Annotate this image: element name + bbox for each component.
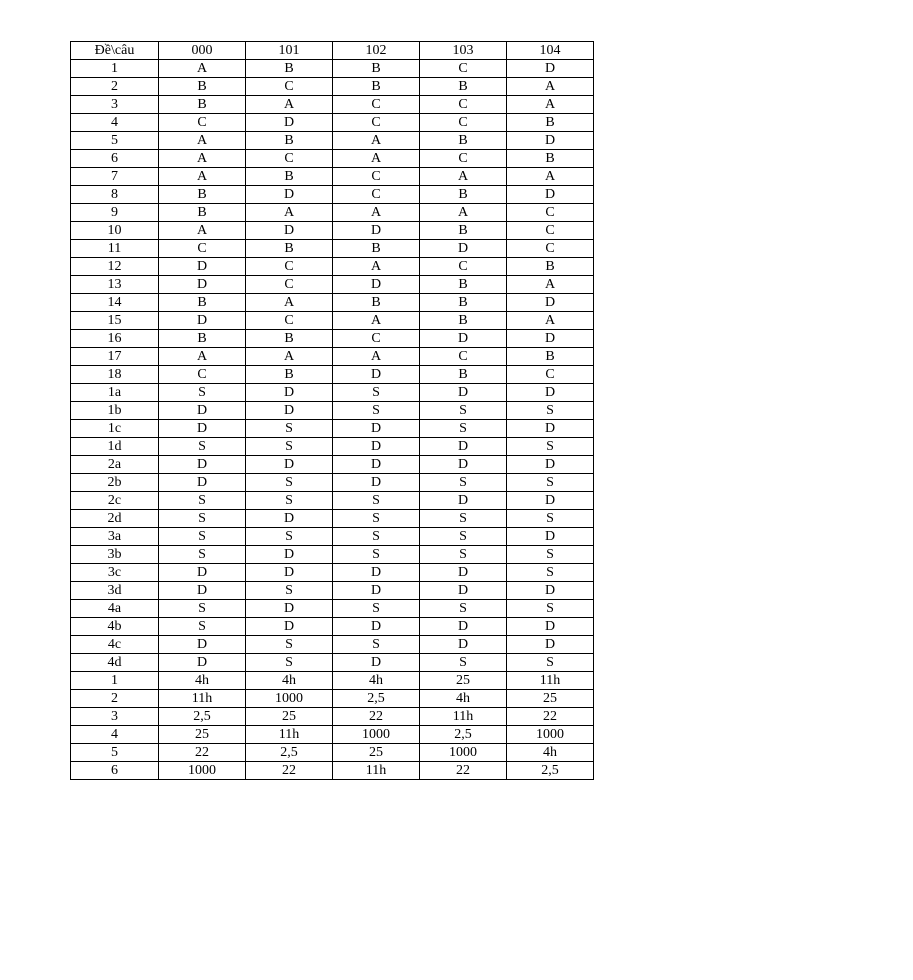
- answer-cell: D: [246, 114, 333, 132]
- table-row: [71, 492, 594, 510]
- answer-cell: 4h: [159, 672, 246, 690]
- question-label-cell: 3c: [71, 564, 159, 582]
- answer-cell: 2,5: [159, 708, 246, 726]
- answer-cell: D: [507, 618, 594, 636]
- answer-cell: A: [333, 132, 420, 150]
- question-label-cell: 4: [71, 114, 159, 132]
- table-row: [71, 222, 594, 240]
- answer-cell: C: [333, 114, 420, 132]
- answer-cell: B: [507, 258, 594, 276]
- answer-cell: B: [246, 330, 333, 348]
- answer-cell: 22: [246, 762, 333, 780]
- question-label-cell: 6: [71, 762, 159, 780]
- answer-cell: C: [507, 366, 594, 384]
- answer-cell: 25: [159, 726, 246, 744]
- table-row: [71, 384, 594, 402]
- answer-cell: C: [420, 96, 507, 114]
- answer-cell: S: [246, 438, 333, 456]
- answer-cell: D: [246, 564, 333, 582]
- question-label-cell: 2: [71, 78, 159, 96]
- answer-cell: C: [159, 240, 246, 258]
- answer-cell: B: [420, 222, 507, 240]
- answer-cell: B: [507, 150, 594, 168]
- question-label-cell: 1b: [71, 402, 159, 420]
- answer-cell: 25: [246, 708, 333, 726]
- answer-cell: S: [507, 546, 594, 564]
- answer-cell: 2,5: [507, 762, 594, 780]
- table-row: [71, 474, 594, 492]
- answer-cell: A: [507, 78, 594, 96]
- question-label-cell: 3: [71, 708, 159, 726]
- table-row: [71, 366, 594, 384]
- table-row: [71, 546, 594, 564]
- question-label-cell: 8: [71, 186, 159, 204]
- table-row: [71, 312, 594, 330]
- answer-cell: D: [507, 384, 594, 402]
- question-label-cell: 18: [71, 366, 159, 384]
- answer-cell: D: [420, 384, 507, 402]
- answer-cell: A: [159, 132, 246, 150]
- answer-cell: A: [420, 204, 507, 222]
- answer-cell: D: [507, 60, 594, 78]
- table-row: [71, 114, 594, 132]
- table-row: [71, 78, 594, 96]
- answer-cell: D: [246, 456, 333, 474]
- answer-cell: D: [333, 564, 420, 582]
- table-row: [71, 60, 594, 78]
- question-label-cell: 12: [71, 258, 159, 276]
- question-label-cell: 1: [71, 60, 159, 78]
- answer-cell: S: [333, 636, 420, 654]
- table-row: [71, 708, 594, 726]
- answer-cell: A: [333, 258, 420, 276]
- answer-cell: 11h: [333, 762, 420, 780]
- answer-cell: S: [333, 384, 420, 402]
- answer-cell: D: [159, 654, 246, 672]
- answer-cell: A: [507, 276, 594, 294]
- answer-cell: A: [507, 96, 594, 114]
- answer-cell: B: [246, 366, 333, 384]
- answer-cell: S: [333, 510, 420, 528]
- answer-cell: 1000: [333, 726, 420, 744]
- answer-cell: 4h: [246, 672, 333, 690]
- answer-cell: C: [507, 204, 594, 222]
- answer-cell: A: [246, 204, 333, 222]
- answer-cell: 22: [507, 708, 594, 726]
- header-cell-code-101: 101: [246, 42, 333, 60]
- answer-cell: A: [507, 312, 594, 330]
- question-label-cell: 13: [71, 276, 159, 294]
- question-label-cell: 5: [71, 744, 159, 762]
- table-row: [71, 564, 594, 582]
- answer-cell: 2,5: [246, 744, 333, 762]
- answer-cell: D: [159, 636, 246, 654]
- question-label-cell: 1a: [71, 384, 159, 402]
- answer-cell: B: [420, 132, 507, 150]
- answer-cell: B: [246, 60, 333, 78]
- answer-cell: D: [507, 186, 594, 204]
- answer-cell: C: [159, 366, 246, 384]
- answer-cell: 22: [333, 708, 420, 726]
- question-label-cell: 2: [71, 690, 159, 708]
- answer-cell: C: [246, 276, 333, 294]
- answer-cell: B: [333, 240, 420, 258]
- answer-cell: C: [246, 312, 333, 330]
- answer-cell: C: [246, 78, 333, 96]
- answer-cell: S: [420, 528, 507, 546]
- question-label-cell: 2a: [71, 456, 159, 474]
- answer-cell: D: [507, 582, 594, 600]
- answer-cell: D: [246, 546, 333, 564]
- answer-cell: D: [420, 636, 507, 654]
- answer-cell: D: [246, 618, 333, 636]
- answer-cell: D: [246, 186, 333, 204]
- table-row: [71, 204, 594, 222]
- answer-cell: S: [246, 636, 333, 654]
- answer-cell: D: [420, 240, 507, 258]
- answer-cell: B: [420, 276, 507, 294]
- answer-cell: S: [159, 510, 246, 528]
- answer-cell: D: [507, 330, 594, 348]
- answer-cell: D: [333, 474, 420, 492]
- answer-cell: B: [159, 96, 246, 114]
- table-row: [71, 420, 594, 438]
- answer-cell: 1000: [159, 762, 246, 780]
- answer-cell: C: [246, 150, 333, 168]
- answer-cell: D: [507, 420, 594, 438]
- answer-cell: B: [246, 168, 333, 186]
- header-cell-code-102: 102: [333, 42, 420, 60]
- question-label-cell: 4b: [71, 618, 159, 636]
- answer-cell: B: [246, 132, 333, 150]
- answer-cell: D: [507, 492, 594, 510]
- answer-cell: D: [507, 456, 594, 474]
- answer-cell: S: [420, 474, 507, 492]
- answer-cell: S: [159, 492, 246, 510]
- header-cell-code-104: 104: [507, 42, 594, 60]
- answer-cell: D: [420, 618, 507, 636]
- answer-cell: D: [246, 222, 333, 240]
- table-row: [71, 276, 594, 294]
- answer-cell: A: [159, 222, 246, 240]
- answer-cell: C: [246, 258, 333, 276]
- header-cell-code-103: 103: [420, 42, 507, 60]
- answer-cell: D: [507, 294, 594, 312]
- answer-cell: D: [246, 510, 333, 528]
- question-label-cell: 9: [71, 204, 159, 222]
- answer-cell: D: [333, 438, 420, 456]
- answer-cell: 4h: [420, 690, 507, 708]
- answer-cell: S: [246, 582, 333, 600]
- answer-cell: C: [159, 114, 246, 132]
- answer-cell: B: [420, 294, 507, 312]
- table-row: [71, 348, 594, 366]
- answer-cell: 1000: [507, 726, 594, 744]
- table-row: [71, 294, 594, 312]
- answer-cell: S: [507, 564, 594, 582]
- answer-cell: D: [333, 366, 420, 384]
- table-row: [71, 438, 594, 456]
- question-label-cell: 4d: [71, 654, 159, 672]
- answer-cell: 22: [159, 744, 246, 762]
- answer-cell: A: [159, 60, 246, 78]
- answer-cell: C: [333, 186, 420, 204]
- answer-cell: D: [507, 528, 594, 546]
- answer-cell: C: [333, 330, 420, 348]
- table-row: [71, 690, 594, 708]
- answer-cell: B: [420, 78, 507, 96]
- answer-cell: D: [159, 402, 246, 420]
- answer-cell: A: [246, 294, 333, 312]
- table-row: [71, 654, 594, 672]
- answer-cell: A: [333, 312, 420, 330]
- table-row: [71, 528, 594, 546]
- answer-cell: S: [420, 654, 507, 672]
- table-row: [71, 744, 594, 762]
- answer-cell: 1000: [246, 690, 333, 708]
- answer-cell: D: [420, 492, 507, 510]
- answer-cell: B: [507, 348, 594, 366]
- answer-cell: 11h: [159, 690, 246, 708]
- table-row: [71, 240, 594, 258]
- table-row: [71, 168, 594, 186]
- answer-cell: B: [420, 366, 507, 384]
- answer-cell: A: [246, 348, 333, 366]
- answer-cell: S: [246, 654, 333, 672]
- header-cell-question: Đề\câu: [71, 42, 159, 60]
- answer-cell: D: [159, 312, 246, 330]
- table-header-row: [71, 42, 594, 60]
- answer-cell: S: [420, 600, 507, 618]
- answer-cell: S: [333, 528, 420, 546]
- question-label-cell: 1c: [71, 420, 159, 438]
- answer-cell: S: [333, 546, 420, 564]
- table-body: [71, 60, 594, 780]
- answer-cell: 2,5: [333, 690, 420, 708]
- answer-cell: D: [159, 276, 246, 294]
- answer-cell: D: [507, 132, 594, 150]
- answer-cell: 4h: [333, 672, 420, 690]
- answer-cell: C: [420, 114, 507, 132]
- answer-cell: 25: [507, 690, 594, 708]
- answer-cell: D: [246, 402, 333, 420]
- answer-cell: S: [507, 600, 594, 618]
- answer-cell: S: [420, 420, 507, 438]
- header-cell-code-000: 000: [159, 42, 246, 60]
- question-label-cell: 10: [71, 222, 159, 240]
- table-row: [71, 456, 594, 474]
- answer-cell: S: [159, 618, 246, 636]
- answer-cell: 11h: [246, 726, 333, 744]
- answer-cell: S: [159, 546, 246, 564]
- answer-cell: 25: [420, 672, 507, 690]
- question-label-cell: 6: [71, 150, 159, 168]
- answer-cell: 22: [420, 762, 507, 780]
- answer-cell: S: [333, 492, 420, 510]
- answer-cell: D: [333, 222, 420, 240]
- answer-cell: D: [333, 582, 420, 600]
- question-label-cell: 4: [71, 726, 159, 744]
- answer-cell: D: [420, 330, 507, 348]
- answer-cell: C: [420, 60, 507, 78]
- table-row: [71, 582, 594, 600]
- answer-cell: D: [159, 258, 246, 276]
- answer-cell: S: [159, 384, 246, 402]
- answer-cell: A: [333, 348, 420, 366]
- answer-cell: B: [246, 240, 333, 258]
- answer-cell: B: [159, 204, 246, 222]
- answer-cell: C: [420, 258, 507, 276]
- answer-cell: 11h: [507, 672, 594, 690]
- table-row: [71, 150, 594, 168]
- answer-cell: A: [159, 348, 246, 366]
- answer-cell: D: [333, 618, 420, 636]
- answer-cell: C: [333, 168, 420, 186]
- answer-cell: B: [333, 294, 420, 312]
- answer-cell: C: [507, 240, 594, 258]
- question-label-cell: 2d: [71, 510, 159, 528]
- table-row: [71, 258, 594, 276]
- table-row: [71, 672, 594, 690]
- answer-cell: 25: [333, 744, 420, 762]
- question-label-cell: 3a: [71, 528, 159, 546]
- answer-cell: A: [333, 150, 420, 168]
- table-row: [71, 96, 594, 114]
- table-row: [71, 330, 594, 348]
- question-label-cell: 11: [71, 240, 159, 258]
- table-row: [71, 132, 594, 150]
- question-label-cell: 7: [71, 168, 159, 186]
- answer-cell: C: [420, 348, 507, 366]
- answer-cell: A: [420, 168, 507, 186]
- answer-cell: D: [333, 276, 420, 294]
- answer-cell: S: [246, 420, 333, 438]
- answer-cell: S: [159, 600, 246, 618]
- answer-cell: C: [333, 96, 420, 114]
- answer-cell: A: [159, 168, 246, 186]
- answer-cell: A: [333, 204, 420, 222]
- answer-cell: B: [420, 186, 507, 204]
- table-row: [71, 762, 594, 780]
- answer-cell: S: [333, 402, 420, 420]
- answer-cell: B: [159, 294, 246, 312]
- answer-cell: B: [420, 312, 507, 330]
- answer-cell: 11h: [420, 708, 507, 726]
- question-label-cell: 3b: [71, 546, 159, 564]
- answer-cell: 2,5: [420, 726, 507, 744]
- answer-cell: D: [333, 456, 420, 474]
- question-label-cell: 2c: [71, 492, 159, 510]
- answer-cell: D: [246, 384, 333, 402]
- answer-cell: C: [420, 150, 507, 168]
- question-label-cell: 1d: [71, 438, 159, 456]
- answer-cell: S: [246, 528, 333, 546]
- answer-cell: 4h: [507, 744, 594, 762]
- answer-cell: D: [159, 456, 246, 474]
- answer-cell: D: [159, 420, 246, 438]
- question-label-cell: 1: [71, 672, 159, 690]
- answer-cell: B: [507, 114, 594, 132]
- answer-cell: B: [159, 186, 246, 204]
- answer-cell: S: [246, 474, 333, 492]
- answer-cell: D: [159, 582, 246, 600]
- question-label-cell: 17: [71, 348, 159, 366]
- answer-cell: S: [159, 438, 246, 456]
- answer-cell: S: [507, 402, 594, 420]
- answer-key-table: [70, 41, 594, 780]
- question-label-cell: 5: [71, 132, 159, 150]
- answer-cell: D: [333, 654, 420, 672]
- answer-cell: A: [159, 150, 246, 168]
- answer-cell: S: [507, 510, 594, 528]
- answer-cell: C: [507, 222, 594, 240]
- question-label-cell: 3d: [71, 582, 159, 600]
- answer-cell: S: [507, 438, 594, 456]
- answer-cell: D: [246, 600, 333, 618]
- answer-cell: D: [420, 582, 507, 600]
- answer-cell: S: [420, 510, 507, 528]
- answer-cell: B: [333, 60, 420, 78]
- question-label-cell: 15: [71, 312, 159, 330]
- answer-cell: D: [159, 564, 246, 582]
- answer-cell: D: [159, 474, 246, 492]
- table-row: [71, 600, 594, 618]
- answer-cell: A: [246, 96, 333, 114]
- question-label-cell: 3: [71, 96, 159, 114]
- answer-cell: D: [420, 456, 507, 474]
- answer-cell: D: [420, 564, 507, 582]
- question-label-cell: 16: [71, 330, 159, 348]
- question-label-cell: 14: [71, 294, 159, 312]
- question-label-cell: 2b: [71, 474, 159, 492]
- answer-cell: D: [333, 420, 420, 438]
- answer-cell: B: [333, 78, 420, 96]
- answer-cell: D: [420, 438, 507, 456]
- answer-cell: D: [507, 636, 594, 654]
- table-row: [71, 726, 594, 744]
- answer-cell: S: [159, 528, 246, 546]
- table-row: [71, 636, 594, 654]
- answer-cell: S: [507, 654, 594, 672]
- question-label-cell: 4a: [71, 600, 159, 618]
- answer-cell: S: [420, 402, 507, 420]
- answer-cell: B: [159, 330, 246, 348]
- table-row: [71, 402, 594, 420]
- answer-cell: S: [420, 546, 507, 564]
- answer-cell: S: [333, 600, 420, 618]
- answer-cell: S: [507, 474, 594, 492]
- table-row: [71, 510, 594, 528]
- table-row: [71, 186, 594, 204]
- answer-cell: 1000: [420, 744, 507, 762]
- table-row: [71, 618, 594, 636]
- answer-cell: S: [246, 492, 333, 510]
- question-label-cell: 4c: [71, 636, 159, 654]
- answer-cell: B: [159, 78, 246, 96]
- answer-cell: A: [507, 168, 594, 186]
